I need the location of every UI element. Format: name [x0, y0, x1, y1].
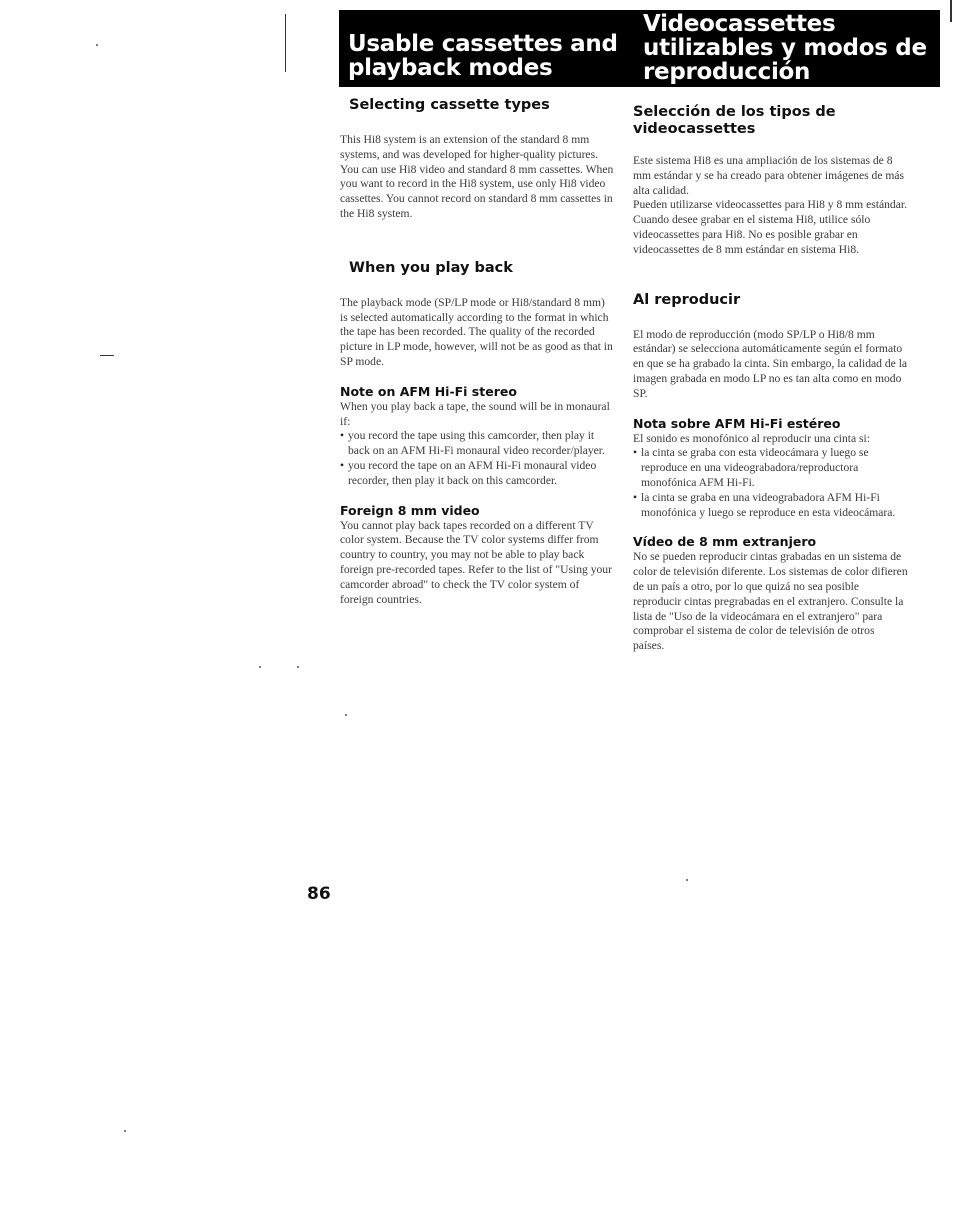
margin-rule	[285, 14, 286, 72]
spanish-column	[633, 104, 908, 654]
scan-speck	[686, 879, 688, 881]
margin-dash	[100, 355, 114, 356]
paragraph: When you play back a tape, the sound will be in monaural if:	[340, 399, 610, 428]
paragraph: You cannot play back tapes recorded on a different TV color system. Because the TV color systems differ from country to country, you may not be able to play back foreign pre-recorded tapes. Refer to the list of "Using your camcorder abroad" to check the TV color system of foreign countries.	[340, 518, 612, 606]
section-heading-al-reproducir: Al reproducir	[633, 291, 741, 308]
paragraph: You can use Hi8 video and standard 8 mm cassettes. When you want to record in the Hi8 system, use only Hi8 video cassettes. You cannot record on standard 8 mm cassettes in the Hi8 system.	[340, 162, 614, 220]
section-heading-seleccion-tipos: Selección de los tipos de videocassettes	[633, 104, 836, 137]
paragraph: No se pueden reproducir cintas grabadas en un sistema de color de televisión diferente. Los sistemas de color difieren de un país a otro, por lo que quizá no sea posible reproducir cintas pregrabadas en el extranjero. Consulte la lista de "Uso de la videocámara en el extranjero" para comprobar el sistema de color de televisión de otros países.	[633, 550, 908, 653]
section-heading-selecting-cassette-types: Selecting cassette types	[349, 97, 550, 113]
paragraph: This Hi8 system is an extension of the standard 8 mm systems, and was developed for higher-quality pictures.	[340, 133, 598, 161]
subheading-nota-afm-hifi: Nota sobre AFM Hi-Fi estéreo	[633, 415, 841, 431]
subheading-afm-hifi-stereo: Note on AFM Hi-Fi stereo	[340, 383, 517, 399]
list-item: • you record the tape on an AFM Hi-Fi monaural video recorder, then play it back on this camcorder.	[340, 459, 615, 489]
spanish-title: Videocassettes utilizables y modos de reproducción	[643, 11, 927, 85]
scan-speck	[345, 714, 347, 716]
bullet-list	[633, 446, 908, 520]
scan-speck	[297, 666, 299, 668]
page-number: 86	[307, 884, 331, 904]
subheading-video-8mm-extranjero: Vídeo de 8 mm extranjero	[633, 534, 817, 550]
list-item: • la cinta se graba en una videograbadora AFM Hi-Fi monofónica y luego se reproduce en esta videocámara.	[633, 491, 908, 521]
paragraph: Pueden utilizarse videocassettes para Hi8 y 8 mm estándar. Cuando desee grabar en el sistema Hi8, utilice sólo videocassettes para Hi8. No es posible grabar en videocassettes de 8 mm estándar en sistema Hi8.	[633, 198, 907, 256]
subheading-foreign-8mm-video: Foreign 8 mm video	[340, 502, 480, 518]
bullet-list	[340, 429, 615, 488]
scan-speck	[124, 1130, 126, 1132]
scan-speck	[259, 666, 261, 668]
section-heading-when-you-play-back: When you play back	[349, 259, 513, 276]
paragraph: El sonido es monofónico al reproducir una cinta si:	[633, 431, 870, 445]
paragraph: Este sistema Hi8 es una ampliación de los sistemas de 8 mm estándar y se ha creado para obtener imágenes de más alta calidad.	[633, 154, 905, 197]
paragraph: El modo de reproducción (modo SP/LP o Hi8/8 mm estándar) se selecciona automáticamente según el formato en que se ha grabado la cinta. Sin embargo, la calidad de la imagen grabada en modo LP no es tan alta como en modo SP.	[633, 327, 908, 400]
scan-speck	[96, 44, 98, 46]
edge-mark	[950, 0, 952, 22]
english-title: Usable cassettes and playback modes	[348, 31, 618, 81]
list-item: • la cinta se graba con esta videocámara y luego se reproduce en una videograbadora/reproductora monofónica AFM Hi-Fi.	[633, 446, 908, 490]
list-item: • you record the tape using this camcorder, then play it back on an AFM Hi-Fi monaural video recorder/player.	[340, 429, 615, 459]
english-column	[340, 97, 615, 607]
paragraph: The playback mode (SP/LP mode or Hi8/standard 8 mm) is selected automatically according to the format in which the tape has been recorded. The quality of the recorded picture in LP mode, however, will not be as good as that in SP mode.	[340, 295, 613, 368]
